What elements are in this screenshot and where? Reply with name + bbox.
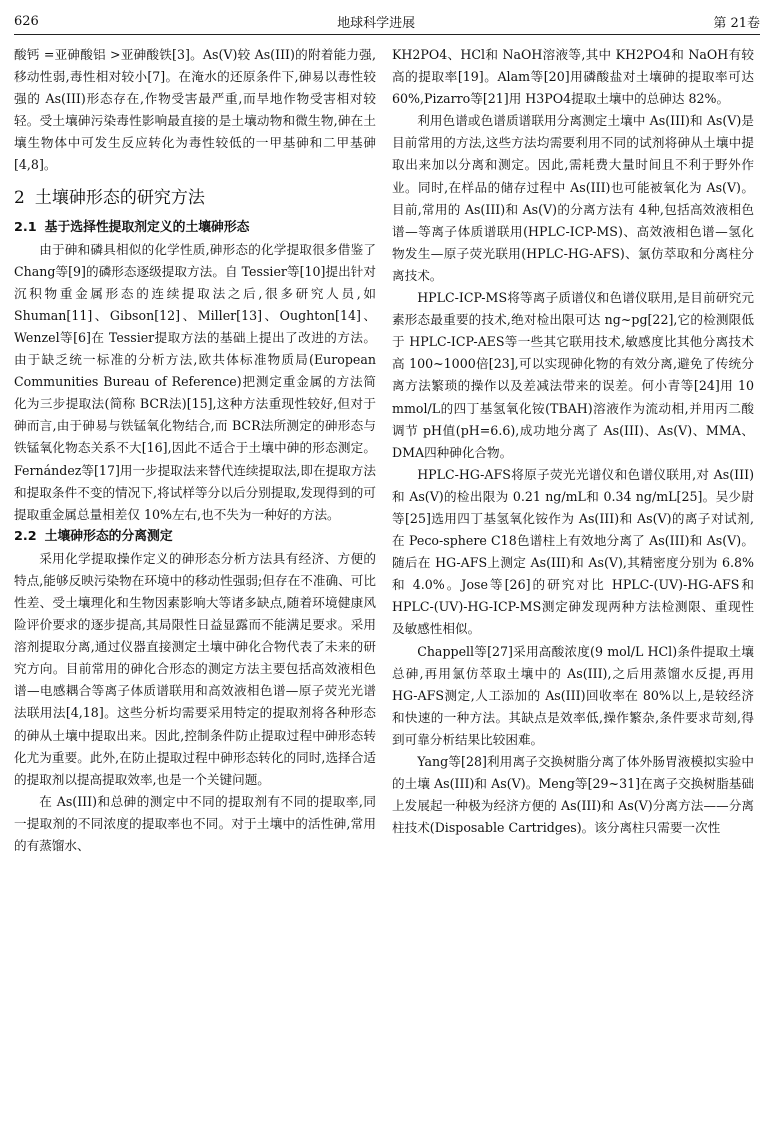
subsection-heading [14,217,376,239]
journal-title: 地球科学进展 [337,15,416,31]
volume-label: 第 21卷 [713,15,760,31]
paragraph: Chappell等[27]采用高酸浓度(9 mol/L HCl)条件提取土壤总砷,再用氯仿萃取土壤中的 As(III),之后用蒸馏水反提,再用 HG-AFS测定,人工添加的 As(III)回收率在 80%以上,是较经济和快速的一种方法。其缺点是效率低,操作繁杂,条件要求苛刻,得到可靠分析结果比较困难。 [392,643,754,747]
right-column [392,44,754,839]
section-title: 土壤砷形态的研究方法 [34,187,205,208]
subsection-heading [14,526,376,548]
paragraph: 酸钙 =亚砷酸铝 >亚砷酸铁[3]。As(V)较 As(III)的附着能力强,移动性弱,毒性相对较小[7]。在淹水的还原条件下,砷易以毒性较强的 As(III)形态存在,作物受害最严重,而旱地作物受害相对较轻。受土壤砷污染毒性影响最直接的是土壤动物和微生物,砷在土壤生物体中可发生反应转化为毒性较低的一甲基砷和二甲基砷[4,8]。 [14,47,376,173]
section-number: 2 [14,187,25,208]
header-rule [14,34,760,35]
paragraph: HPLC-HG-AFS将原子荧光光谱仪和色谱仪联用,对 As(III)和 As(V)的检出限为 0.21 ng/mL和 0.34 ng/mL[25]。吴少尉等[25]选用四丁基氢氧化铵作为 As(III)和 As(V)的离子对试剂,在 Peco-sphere C18色谱柱上有效地分离了 As(III)和 As(V)。随后在 HG-AFS上测定 As(III)和 As(V),其精密度分别为 6.8%和 4.0%。Jose等[26]的研究对比 HPLC-(UV)-HG-AFS和 HPLC-(UV)-HG-ICP-MS测定砷发现两种方法检测限、重现性及敏感性相似。 [392,466,754,637]
subsection-number: 2.1 [14,219,37,235]
paragraph: 利用色谱或色谱质谱联用分离测定土壤中 As(III)和 As(V)是目前常用的方法,这些方法均需要利用不同的试剂将砷从土壤中提取出来加以分离和测定。因此,需耗费大量时间且不利于野外作业。同时,在样品的储存过程中 As(III)也可能被氧化为 As(V)。目前,常用的 As(III)和 As(V)的分离方法有 4种,包括高效液相色谱—等离子体质谱联用(HPLC-ICP-MS)、高效液相色谱—氢化物发生—原子荧光联用(HPLC-HG-AFS)、氯仿萃取和分离柱分离技术。 [392,113,754,283]
paragraph: 采用化学提取操作定义的砷形态分析方法具有经济、方便的特点,能够反映污染物在环境中的移动性强弱;但存在不准确、可比性差、受土壤理化和生物因素影响大等诸多缺点,随着环境健康风险评价要求的逐步提高,其局限性日益显露而不能满足要求。采用溶剂提取分离,通过仪器直接测定土壤中砷化合物代表了未来的研究方向。目前常用的砷化合形态的测定方法主要包括高效液相色谱—电感耦合等离子体质谱联用和高效液相色谱—原子荧光光谱法联用法[4,18]。这些分析均需要采用特定的提取剂将各种形态的砷从土壤中提取出来。因此,控制条件防止提取过程中砷形态转化尤为重要。此外,在防止提取过程中砷形态转化的同时,选择合适的提取剂以提高提取效率,也是一个关键问题。 [14,550,376,787]
left-column [14,44,376,857]
section-heading [14,185,376,211]
paragraph: HPLC-ICP-MS将等离子质谱仪和色谱仪联用,是目前研究元素形态最重要的技术,绝对检出限可达 ng~pg[22],它的检测限低于 HPLC-ICP-AES等一些其它联用技术,敏感度比其他分离技术高 100~1000倍[23],可以实现砷化物的有效分离,避免了传统分离方法繁琐的操作以及差减法带来的误差。何小青等[24]用 10 mmol/L的四丁基氢氧化铵(TBAH)溶液作为流动相,并用丙二酸调节 pH值(pH=6.6),成功地分离了 As(III)、As(V)、MMA、DMA四种砷化合物。 [392,290,754,460]
page-number: 626 [14,13,39,29]
paragraph: Yang等[28]利用离子交换树脂分离了体外肠胃液模拟实验中的土壤 As(III)和 As(V)。Meng等[29~31]在离子交换树脂基础上发展起一种极为经济方便的 As(III)和 As(V)分离方法——分离柱技术(Disposable Cartridges)。该分离柱只需要一次性 [392,754,754,836]
subsection-title: 基于选择性提取剂定义的土壤砷形态 [44,219,250,235]
subsection-title: 土壤砷形态的分离测定 [44,528,173,544]
paragraph: 由于砷和磷具相似的化学性质,砷形态的化学提取很多借鉴了 Chang等[9]的磷形态逐级提取方法。自 Tessier等[10]提出针对沉积物重金属形态的连续提取法之后,很多研究人员,如 Shuman[11]、Gibson[12]、Miller[13]、Oughton[14]、Wenzel等[6]在 Tessier提取方法的基础上提出了改进的方法。由于缺乏统一标准的分析方法,欧共体标准物质局(European Communities Bureau of Reference)把测定重金属的方法简化为三步提取法(简称 BCR法)[15],这种方法重现性较好,但对于砷而言,由于砷易与铁锰氧化物结合,而 BCR法所测定的砷形态与铁锰氧化物态关系不大[16],因此不适合于土壤中砷的形态测定。Fernández等[17]用一步提取法来替代连续提取法,即在提取方法和提取条件不变的情况下,将试样等分以后分别提取,发现得到的可提取重金属总量相差仅 10%左右,也不失为一种好的方法。 [14,241,376,522]
paragraph: KH2PO4、HCl和 NaOH溶液等,其中 KH2PO4和 NaOH有较高的提取率[19]。Alam等[20]用磷酸盐对土壤砷的提取率可达 60%,Pizarro等[21]用 H3PO4提取土壤中的总砷达 82%。 [392,47,754,107]
paragraph: 在 As(III)和总砷的测定中不同的提取剂有不同的提取率,同一提取剂的不同浓度的提取率也不同。对于土壤中的活性砷,常用的有蒸馏水、 [14,793,376,853]
running-header [14,8,760,34]
subsection-number: 2.2 [14,528,37,544]
